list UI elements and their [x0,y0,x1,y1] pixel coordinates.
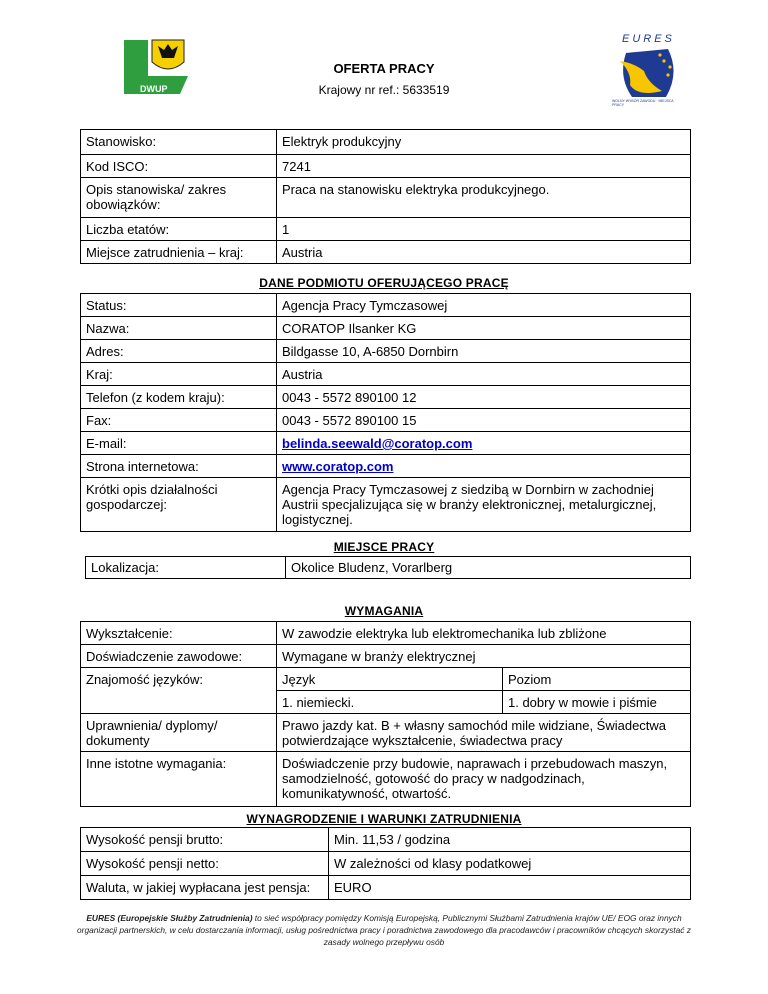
table-row [81,294,691,317]
status-label: Status: [81,294,277,317]
requirements-table [80,621,691,807]
website-label: Strona internetowa: [81,455,277,478]
country-label: Kraj: [81,363,277,386]
positions-count-label: Liczba etatów: [81,218,277,241]
description-value: Praca na stanowisku elektryka produkcyjnego. [277,178,691,218]
business-description-label: Krótki opis działalności gospodarczej: [81,478,277,532]
fax-label: Fax: [81,409,277,432]
workplace-heading-text: MIEJSCE PRACY [333,540,435,554]
gross-salary-label: Wysokość pensji brutto: [81,828,329,852]
table-row [81,340,691,363]
other-requirements-value: Doświadczenie przy budowie, naprawach i przebudowach maszyn, samodzielność, gotowość do pracy w nadgodzinach, komunikatywność, otwartość. [277,752,691,807]
table-row [81,386,691,409]
isco-label: Kod ISCO: [81,155,277,178]
employer-heading [0,276,768,290]
table-row [81,218,691,241]
languages-label: Znajomość języków: [81,668,277,714]
table-row [81,714,691,752]
location-label: Lokalizacja: [86,557,286,579]
email-link[interactable]: belinda.seewald@coratop.com [282,436,473,451]
requirements-heading-text: WYMAGANIA [344,604,424,618]
licenses-value: Prawo jazdy kat. B + własny samochód mile widziane, Świadectwa potwierdzające wykształcenie, świadectwa pracy [277,714,691,752]
table-row [81,622,691,645]
experience-label: Doświadczenie zawodowe: [81,645,277,668]
workplace-heading [0,540,768,554]
table-row [81,432,691,455]
table-row [81,752,691,807]
net-salary-label: Wysokość pensji netto: [81,852,329,876]
address-label: Adres: [81,340,277,363]
table-row [81,130,691,155]
salary-heading [0,812,768,826]
positions-count-value: 1 [277,218,691,241]
status-value: Agencja Pracy Tymczasowej [277,294,691,317]
salary-table [80,827,691,900]
website-link[interactable]: www.coratop.com [282,459,394,474]
phone-label: Telefon (z kodem kraju): [81,386,277,409]
footer-text: to sieć współpracy pomiędzy Komisją Europejską, Publicznymi Służbami Zatrudnienia krajów UE/ EOG oraz innych organizacji partnerskich, w celu dostarczania informacji, usług pośrednictwa pracy i poradnictwa zawodowego dla pracodawców i pracowników chcących skorzystać z zasady wolnego przepływu osób [77,913,691,947]
isco-value: 7241 [277,155,691,178]
net-salary-value: W zależności od klasy podatkowej [329,852,691,876]
education-value: W zawodzie elektryka lub elektromechanika lub zbliżone [277,622,691,645]
name-label: Nazwa: [81,317,277,340]
eures-logo-text: EURES [622,33,675,45]
table-row [81,409,691,432]
fax-value: 0043 - 5572 890100 15 [277,409,691,432]
other-requirements-label: Inne istotne wymagania: [81,752,277,807]
table-row [86,557,691,579]
email-cell [277,432,691,455]
eures-logo [608,33,686,109]
dwup-logo-text: DWUP [140,84,168,94]
employer-heading-text: DANE PODMIOTU OFERUJĄCEGO PRACĘ [259,276,509,290]
language-name: 1. niemiecki. [277,691,503,714]
website-cell [277,455,691,478]
table-row [81,155,691,178]
language-level: 1. dobry w mowie i piśmie [503,691,691,714]
location-value: Okolice Bludenz, Vorarlberg [286,557,691,579]
table-row [81,852,691,876]
footer-bold: EURES (Europejskie Służby Zatrudnienia) [86,913,253,923]
footer-note [70,912,698,948]
email-label: E-mail: [81,432,277,455]
requirements-heading [0,604,768,618]
currency-label: Waluta, w jakiej wypłacana jest pensja: [81,876,329,900]
employer-table [80,293,691,532]
workplace-table [85,556,691,579]
workplace-country-value: Austria [277,241,691,264]
workplace-country-label: Miejsce zatrudnienia – kraj: [81,241,277,264]
table-row [81,876,691,900]
reference-number: Krajowy nr ref.: 5633519 [318,83,450,97]
job-position-label: Stanowisko: [81,130,277,155]
address-value: Bildgasse 10, A-6850 Dornbirn [277,340,691,363]
experience-value: Wymagane w branży elektrycznej [277,645,691,668]
table-row [81,317,691,340]
job-position-value: Elektryk produkcyjny [277,130,691,155]
level-column-header: Poziom [503,668,691,691]
job-table [80,129,691,264]
business-description-value: Agencja Pracy Tymczasowej z siedzibą w Dornbirn w zachodniej Austrii specjalizująca się w branży elektronicznej, metalurgicznej, logistycznej. [277,478,691,532]
education-label: Wykształcenie: [81,622,277,645]
licenses-label: Uprawnienia/ dyplomy/ dokumenty [81,714,277,752]
document-title: OFERTA PRACY [333,61,435,76]
table-row [81,455,691,478]
description-label: Opis stanowiska/ zakres obowiązków: [81,178,277,218]
salary-heading-text: WYNAGRODZENIE I WARUNKI ZATRUDNIENIA [246,812,522,826]
table-row [81,178,691,218]
country-value: Austria [277,363,691,386]
table-row [81,241,691,264]
language-column-header: Język [277,668,503,691]
table-row [81,668,691,691]
currency-value: EURO [329,876,691,900]
eures-logo-subtext: WOLNY WYBÓR ZAWODU · MIEJSCA PRACY [612,99,674,107]
table-row [81,828,691,852]
name-value: CORATOP Ilsanker KG [277,317,691,340]
gross-salary-value: Min. 11,53 / godzina [329,828,691,852]
table-row [81,645,691,668]
table-row [81,363,691,386]
phone-value: 0043 - 5572 890100 12 [277,386,691,409]
table-row [81,478,691,532]
